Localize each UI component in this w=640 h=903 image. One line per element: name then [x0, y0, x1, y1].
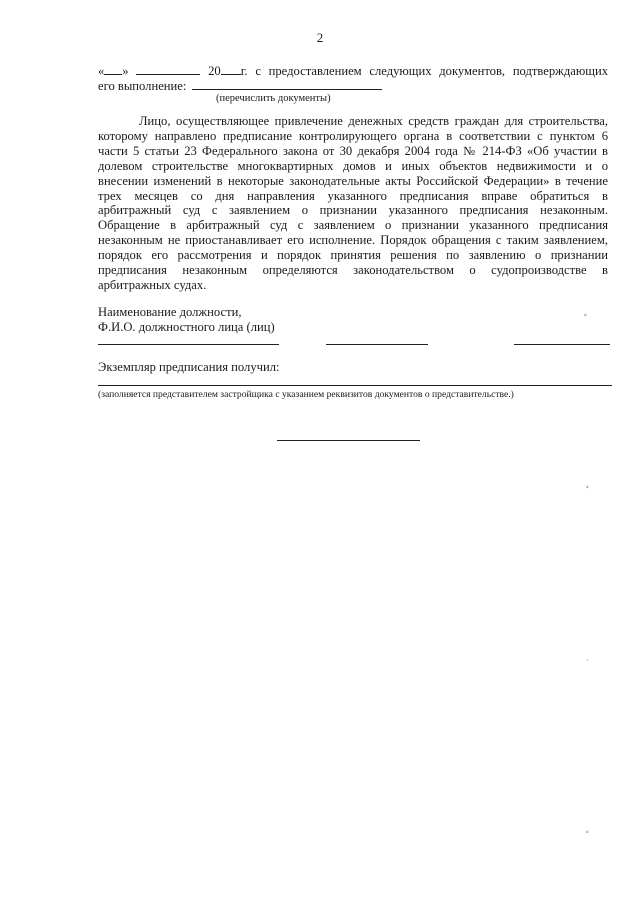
scan-speck: ⸗ [586, 827, 589, 836]
scan-speck: ⸗ [584, 310, 587, 319]
paragraph-line: Обращение в арбитражный суд с заявлением о признании указанного предписания [98, 218, 608, 233]
documents-caption: (перечислить документы) [216, 93, 331, 104]
paragraph-line: предписания незаконным определяются законодательством о судопроизводстве в [98, 263, 608, 278]
receipt-line[interactable] [98, 385, 612, 386]
paragraph-line: которому направлено предписание контролирующего органа в соответствии с пунктом 6 [98, 128, 608, 143]
paragraph-line: Лицо, осуществляющее привлечение денежных средств граждан для строительства, [139, 114, 608, 128]
closing-divider [277, 440, 420, 441]
signature-line[interactable] [326, 344, 428, 345]
position-signature-line[interactable] [98, 344, 279, 345]
paragraph-line: долевом строительстве многоквартирных домов и иных объектов недвижимости и о [98, 158, 608, 173]
receipt-note: (заполняется представителем застройщика с указанием реквизитов документов о представительстве.) [98, 389, 514, 400]
scan-speck: · [586, 656, 589, 665]
page-number: 2 [316, 30, 324, 45]
execution-label: его выполнение: [98, 79, 187, 93]
quote-close: » [122, 64, 129, 78]
paragraph-line: внесении изменений в некоторые законодательные акты Российской Федерации» в течение [98, 173, 608, 188]
appeal-paragraph [98, 114, 608, 293]
position-label: Наименование должности, [98, 305, 242, 319]
paragraph-line: порядок его рассмотрения и порядок принятия решения по заявлению о признании [98, 248, 608, 263]
execution-line [98, 77, 608, 94]
documents-blank[interactable] [192, 77, 382, 90]
paragraph-line: трех месяцев со дня направления указанного предписания вправе обратиться в [98, 188, 608, 203]
date-signature-line[interactable] [514, 344, 610, 345]
paragraph-line: арбитражный суд с заявлением о признании указанного предписания незаконным. [98, 203, 608, 218]
scan-speck: ⸗ [586, 482, 589, 491]
quote-open: « [98, 64, 105, 78]
receipt-label: Экземпляр предписания получил: [98, 360, 280, 374]
paragraph-line: части 5 статьи 23 Федерального закона от 30 декабря 2004 года № 214-ФЗ «Об участии в [98, 143, 608, 158]
date-line-rest: г. с предоставлением следующих документов, подтверждающих [240, 64, 608, 78]
day-blank[interactable] [104, 62, 122, 75]
year-prefix: 20 [208, 64, 221, 78]
fio-label: Ф.И.О. должностного лица (лиц) [98, 320, 275, 334]
month-blank[interactable] [136, 62, 200, 75]
paragraph-line: незаконным не приостанавливает его исполнение. Порядок обращения с таким заявлением, [98, 233, 608, 248]
year-blank[interactable] [221, 62, 241, 75]
paragraph-line: арбитражных судах. [98, 277, 207, 292]
